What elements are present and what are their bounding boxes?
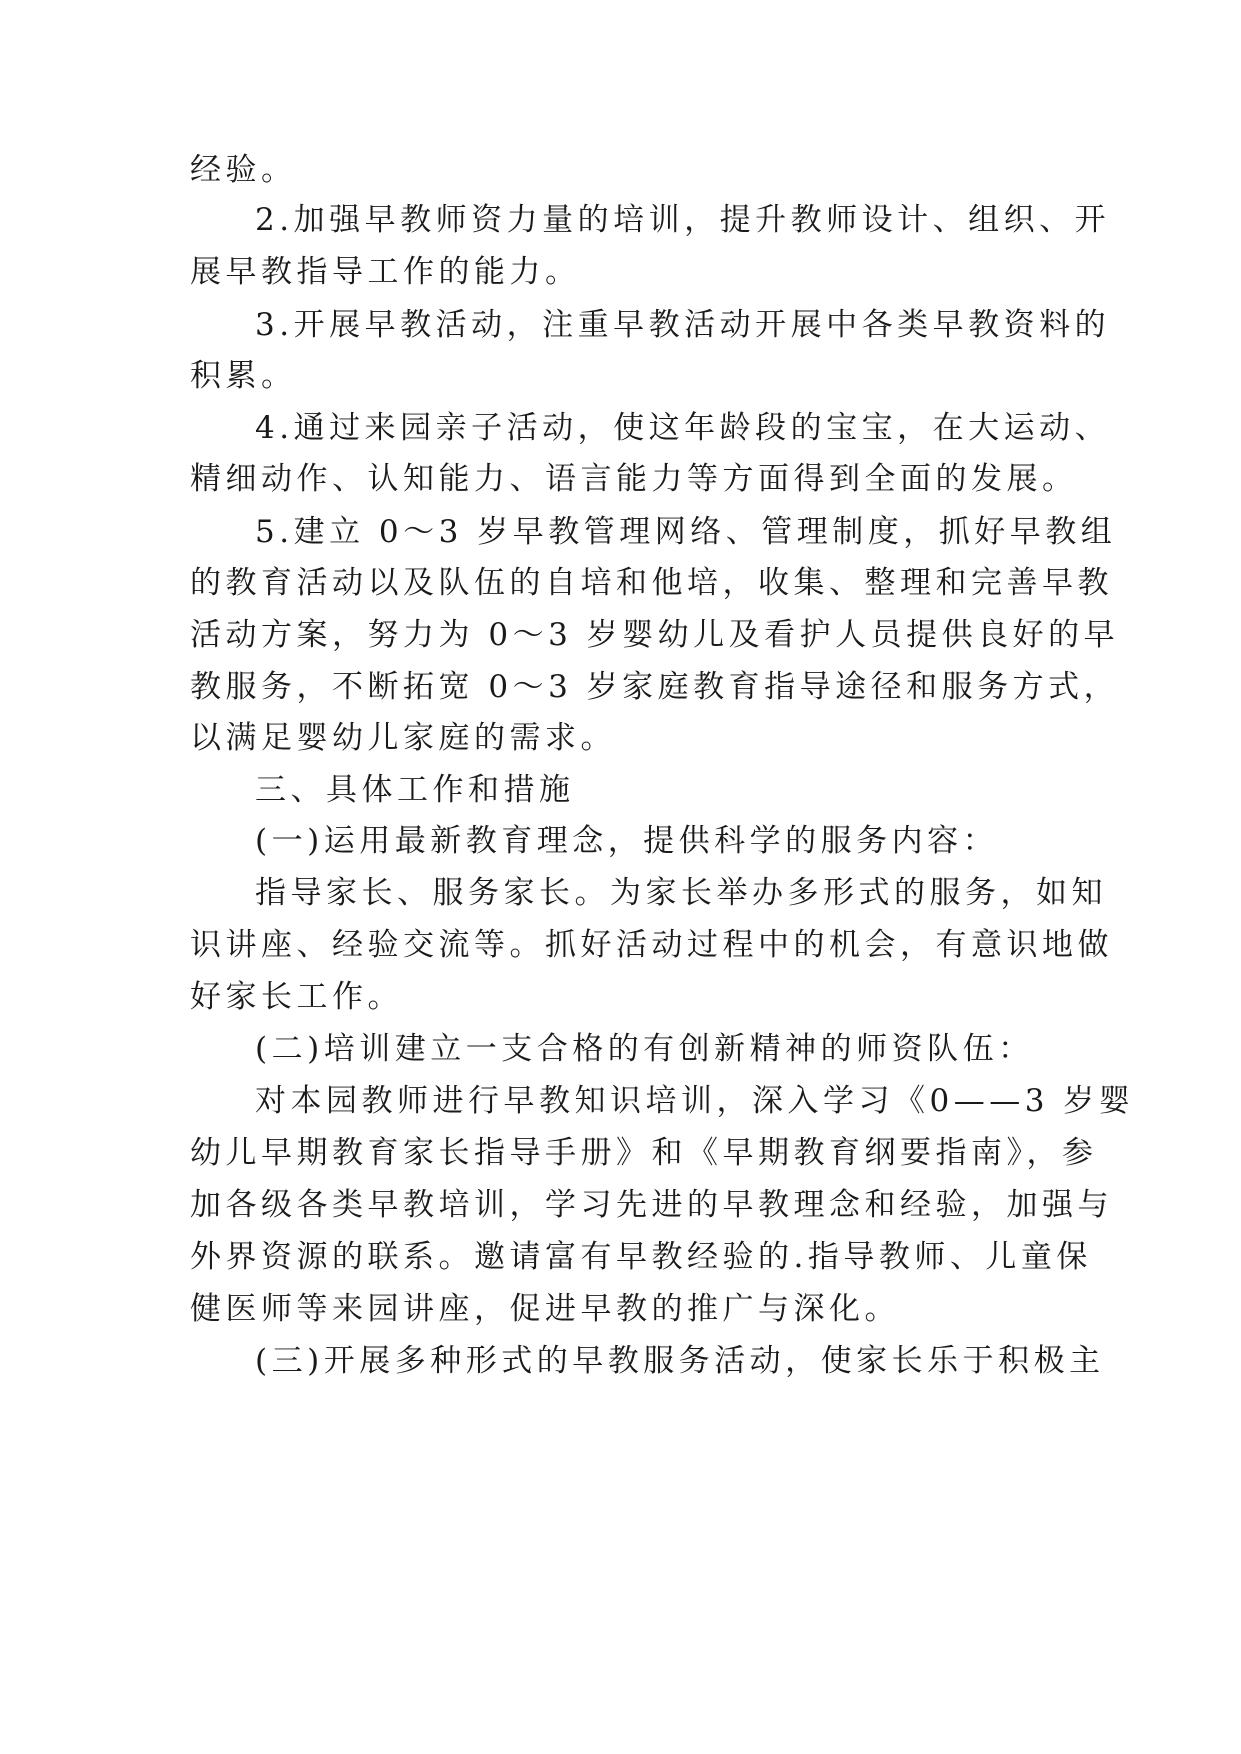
text-line: 识讲座、经验交流等。抓好活动过程中的机会，有意识地做 <box>190 927 1113 963</box>
section-heading: 三、具体工作和措施 <box>255 772 575 808</box>
text-line: 好家长工作。 <box>190 979 403 1015</box>
text-line: 精细动作、认知能力、语言能力等方面得到全面的发展。 <box>190 461 1078 497</box>
text-line: 以满足婴幼儿家庭的需求。 <box>190 720 616 756</box>
subsection-heading: (二)培训建立一支合格的有创新精神的师资队伍： <box>255 1031 1034 1067</box>
text-line: 对本园教师进行早教知识培训，深入学习《0——3 岁婴 <box>255 1083 1135 1119</box>
text-line: 经验。 <box>190 152 297 188</box>
text-line: 幼儿早期教育家长指导手册》和《早期教育纲要指南》，参 <box>190 1135 1098 1171</box>
text-line: 3.开展早教活动，注重早教活动开展中各类早教资料的 <box>255 307 1111 343</box>
text-line: 5.建立 0～3 岁早教管理网络、管理制度，抓好早教组 <box>255 514 1117 550</box>
text-line: 2.加强早教师资力量的培训，提升教师设计、组织、开 <box>255 202 1111 238</box>
text-line: 外界资源的联系。邀请富有早教经验的.指导教师、儿童保 <box>190 1239 1092 1275</box>
subsection-heading: (三)开展多种形式的早教服务活动，使家长乐于积极主 <box>255 1343 1105 1379</box>
text-line: 展早教指导工作的能力。 <box>190 254 581 290</box>
text-line: 指导家长、服务家长。为家长举办多形式的服务，如知 <box>255 875 1107 911</box>
text-line: 积累。 <box>190 358 297 394</box>
text-line: 教服务，不断拓宽 0～3 岁家庭教育指导途径和服务方式， <box>190 669 1120 705</box>
text-line: 的教育活动以及队伍的自培和他培，收集、整理和完善早教 <box>190 565 1113 601</box>
text-line: 4.通过来园亲子活动，使这年龄段的宝宝，在大运动、 <box>255 410 1111 446</box>
text-line: 健医师等来园讲座，促进早教的推广与深化。 <box>190 1291 900 1327</box>
text-line: 加各级各类早教培训，学习先进的早教理念和经验，加强与 <box>190 1187 1113 1223</box>
subsection-heading: (一)运用最新教育理念，提供科学的服务内容： <box>255 823 999 859</box>
text-line: 活动方案，努力为 0～3 岁婴幼儿及看护人员提供良好的早 <box>190 617 1120 653</box>
